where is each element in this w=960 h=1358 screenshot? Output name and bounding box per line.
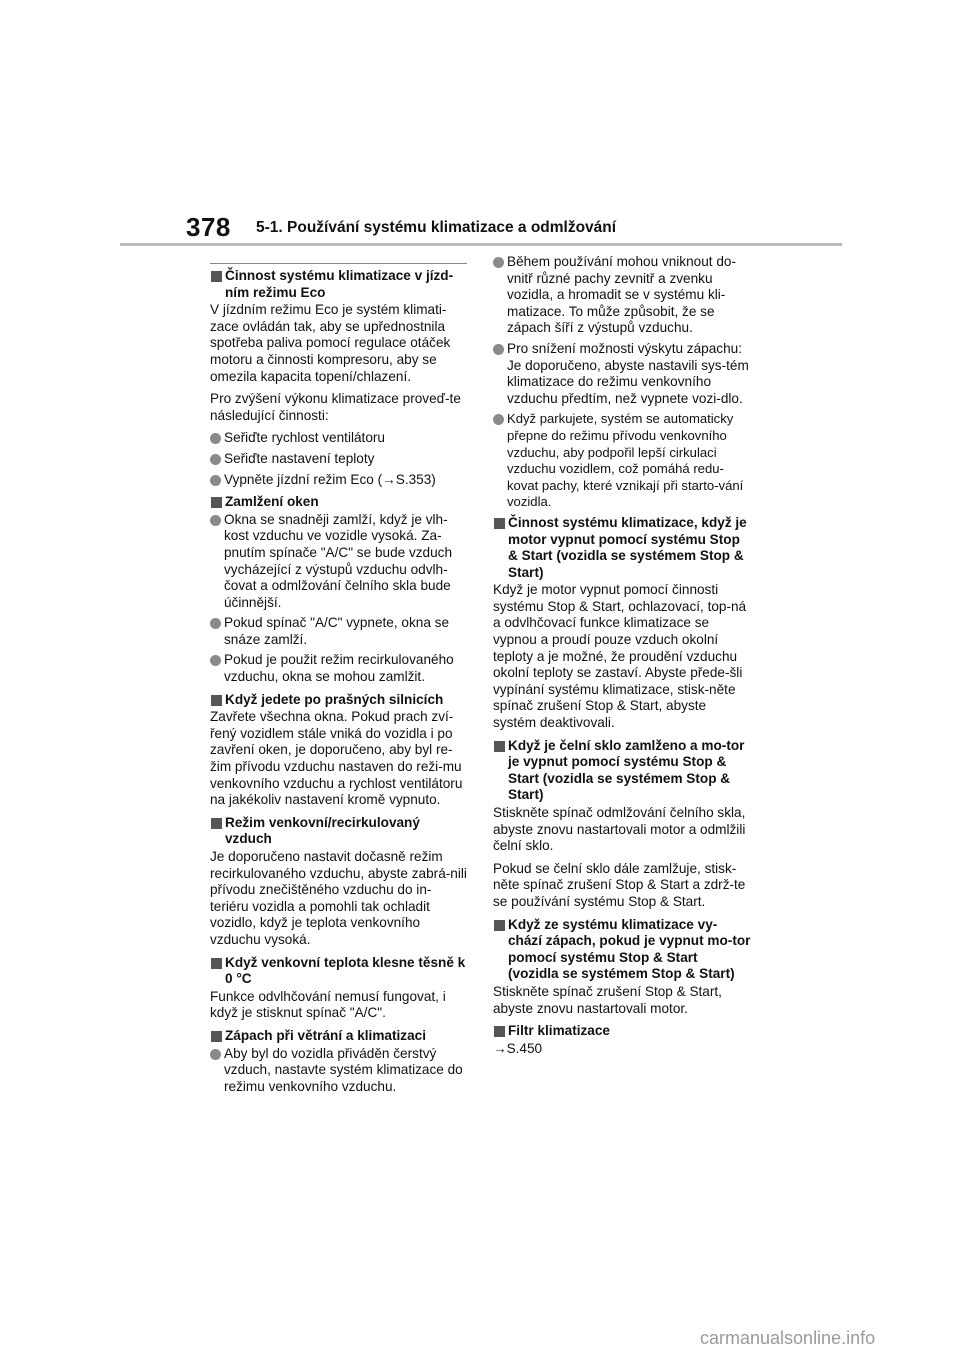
- section-title: Když ze systému klimatizace vy-chází zápach, pokud je vypnut mo-tor pomocí systému Stop & Start (vozidla se systémem Stop & Start): [493, 917, 751, 983]
- paragraph: Zavřete všechna okna. Pokud prach zví-řený vozidlem stále vniká do vozidla i po zavření oken, je doporučeno, aby byl re-žim přívodu vzduchu nastaven do reži-mu venkovního vzduchu a rychlost ventilátoru na jakékoliv nastavení kromě vypnuto.: [210, 709, 463, 808]
- circle-bullet-icon: [210, 618, 221, 629]
- square-bullet-icon: [494, 920, 505, 931]
- section-odor: [210, 1028, 468, 1095]
- section-title: Když je čelní sklo zamlženo a mo-tor je vypnut pomocí systému Stop & Start (vozidla se systémem Stop & Start): [493, 738, 751, 804]
- square-bullet-icon: [211, 958, 222, 969]
- list-item: Okna se snadněji zamlží, když je vlh-kost vzduchu ve vozidle vysoká. Za-pnutím spínače "A/C" se bude vzduch vycházející z výstupů vzduchu odvlh-čovat a odmlžování čelního skla bude účinnější.: [210, 512, 468, 612]
- section-window-fog: [210, 494, 468, 686]
- circle-bullet-icon: [493, 344, 504, 355]
- right-column: [493, 254, 751, 1063]
- page-reference: →S.450: [493, 1040, 543, 1056]
- square-bullet-icon: [211, 497, 222, 508]
- section-title: Zápach při větrání a klimatizaci: [210, 1028, 468, 1045]
- paragraph: Pokud se čelní sklo dále zamlžuje, stisk-něte spínač zrušení Stop & Start a zdrž-te se používání systému Stop & Start.: [493, 860, 746, 909]
- section-air-mode: [210, 815, 468, 949]
- section-title: Když venkovní teplota klesne těsně k 0 °C: [210, 955, 468, 988]
- left-column: [210, 268, 468, 1101]
- section-low-temperature: [210, 955, 468, 1022]
- square-bullet-icon: [211, 818, 222, 829]
- list-item: Seřiďte nastavení teploty: [210, 451, 468, 468]
- square-bullet-icon: [211, 695, 222, 706]
- section-title: Činnost systému klimatizace, když je motor vypnut pomocí systému Stop & Start (vozidla se systémem Stop & Start): [493, 515, 751, 581]
- watermark: carmanualsonline.info: [700, 1328, 876, 1348]
- square-bullet-icon: [211, 1031, 222, 1042]
- circle-bullet-icon: [210, 1049, 221, 1060]
- paragraph: Když je motor vypnut pomocí činnosti systému Stop & Start, ochlazovací, top-ná a odvlhčovací funkce klimatizace se vypnou a proudí pouze vzduch okolní teploty a je možné, že proudění vzduchu okolní teploty se zastaví. Abyste přede-šli vypínání systému klimatizace, stisk-něte spínač zrušení Stop & Start, abyste systém deaktivovali.: [493, 582, 747, 731]
- list-item: Seřiďte rychlost ventilátoru: [210, 430, 468, 447]
- circle-bullet-icon: [210, 454, 221, 465]
- circle-bullet-icon: [493, 257, 504, 268]
- circle-bullet-icon: [493, 414, 504, 425]
- square-bullet-icon: [494, 518, 505, 529]
- paragraph: Funkce odvlhčování nemusí fungovat, i když je stisknut spínač "A/C".: [210, 988, 446, 1021]
- section-stop-start-ac: [493, 515, 751, 732]
- list-item: Pro snížení možnosti výskytu zápachu: Je doporučeno, abyste nastavili sys-tém klimatizace do režimu venkovního vzduchu předtím, než vypnete vozi-dlo.: [493, 341, 751, 407]
- section-ac-filter: [493, 1023, 751, 1057]
- page-header: [0, 0, 960, 250]
- section-title: Když jedete po prašných silnicích: [210, 692, 468, 709]
- circle-bullet-icon: [210, 655, 221, 666]
- paragraph: Pro zvýšení výkonu klimatizace proveď-te následující činnosti:: [210, 391, 461, 423]
- list-item: Pokud spínač "A/C" vypnete, okna se snáze zamlží.: [210, 615, 468, 648]
- section-stop-start-odor: [493, 917, 751, 1018]
- paragraph: Stiskněte spínač odmlžování čelního skla, abyste znovu nastartovali motor a odmlžili čelní sklo.: [493, 805, 746, 854]
- circle-bullet-icon: [210, 433, 221, 444]
- square-bullet-icon: [211, 271, 222, 282]
- section-eco-mode: [210, 268, 468, 488]
- section-title: Filtr klimatizace: [493, 1023, 751, 1040]
- list-item: Pokud je použit režim recirkulovaného vzduchu, okna se mohou zamlžit.: [210, 652, 468, 685]
- list-item: Během používání mohou vniknout do-vnitř různé pachy zevnitř a zvenku vozidla, a hromadit se v systému kli-matizace. To může způsobit, že se zápach šíří z výstupů vzduchu.: [493, 254, 751, 337]
- section-title: Zamlžení oken: [210, 494, 468, 511]
- section-stop-start-fog: [493, 738, 751, 911]
- section-title: Činnost systému klimatizace v jízd-ním režimu Eco: [210, 268, 468, 301]
- header-rule: [120, 243, 842, 246]
- chapter-title: 5-1. Používání systému klimatizace a odmlžování: [256, 219, 617, 236]
- page-number: 378: [186, 212, 231, 242]
- section-title: Režim venkovní/recirkulovaný vzduch: [210, 815, 468, 848]
- square-bullet-icon: [494, 741, 505, 752]
- circle-bullet-icon: [210, 515, 221, 526]
- paragraph: Stiskněte spínač zrušení Stop & Start, abyste znovu nastartovali motor.: [493, 983, 722, 1016]
- list-item: Aby byl do vozidla přiváděn čerstvý vzduch, nastavte systém klimatizace do režimu venkovního vzduchu.: [210, 1046, 468, 1096]
- list-item: Když parkujete, systém se automaticky přepne do režimu přívodu venkovního vzduchu, aby podpořil lepší cirkulaci vzduchu vozidlem, což pomáhá redu-kovat pachy, které vznikají při starto-vání vozidla.: [493, 411, 751, 511]
- list-item: Vypněte jízdní režim Eco (→S.353): [210, 472, 468, 489]
- paragraph: Je doporučeno nastavit dočasně režim recirkulovaného vzduchu, abyste zabrá-nili přívodu znečištěného vzduchu do in-teriéru vozidla a pomohli tak ochladit vozidlo, když je teplota venkovního vzduchu vysoká.: [210, 849, 467, 947]
- circle-bullet-icon: [210, 475, 221, 486]
- square-bullet-icon: [494, 1026, 505, 1037]
- paragraph: V jízdním režimu Eco je systém klimati-zace ovládán tak, aby se upřednostnila spotřeba paliva pomocí regulace otáček motoru a činnosti kompresoru, aby se omezila kapacita topení/chlazení.: [210, 302, 451, 384]
- column-rule: [210, 263, 467, 264]
- section-dusty-roads: [210, 692, 468, 809]
